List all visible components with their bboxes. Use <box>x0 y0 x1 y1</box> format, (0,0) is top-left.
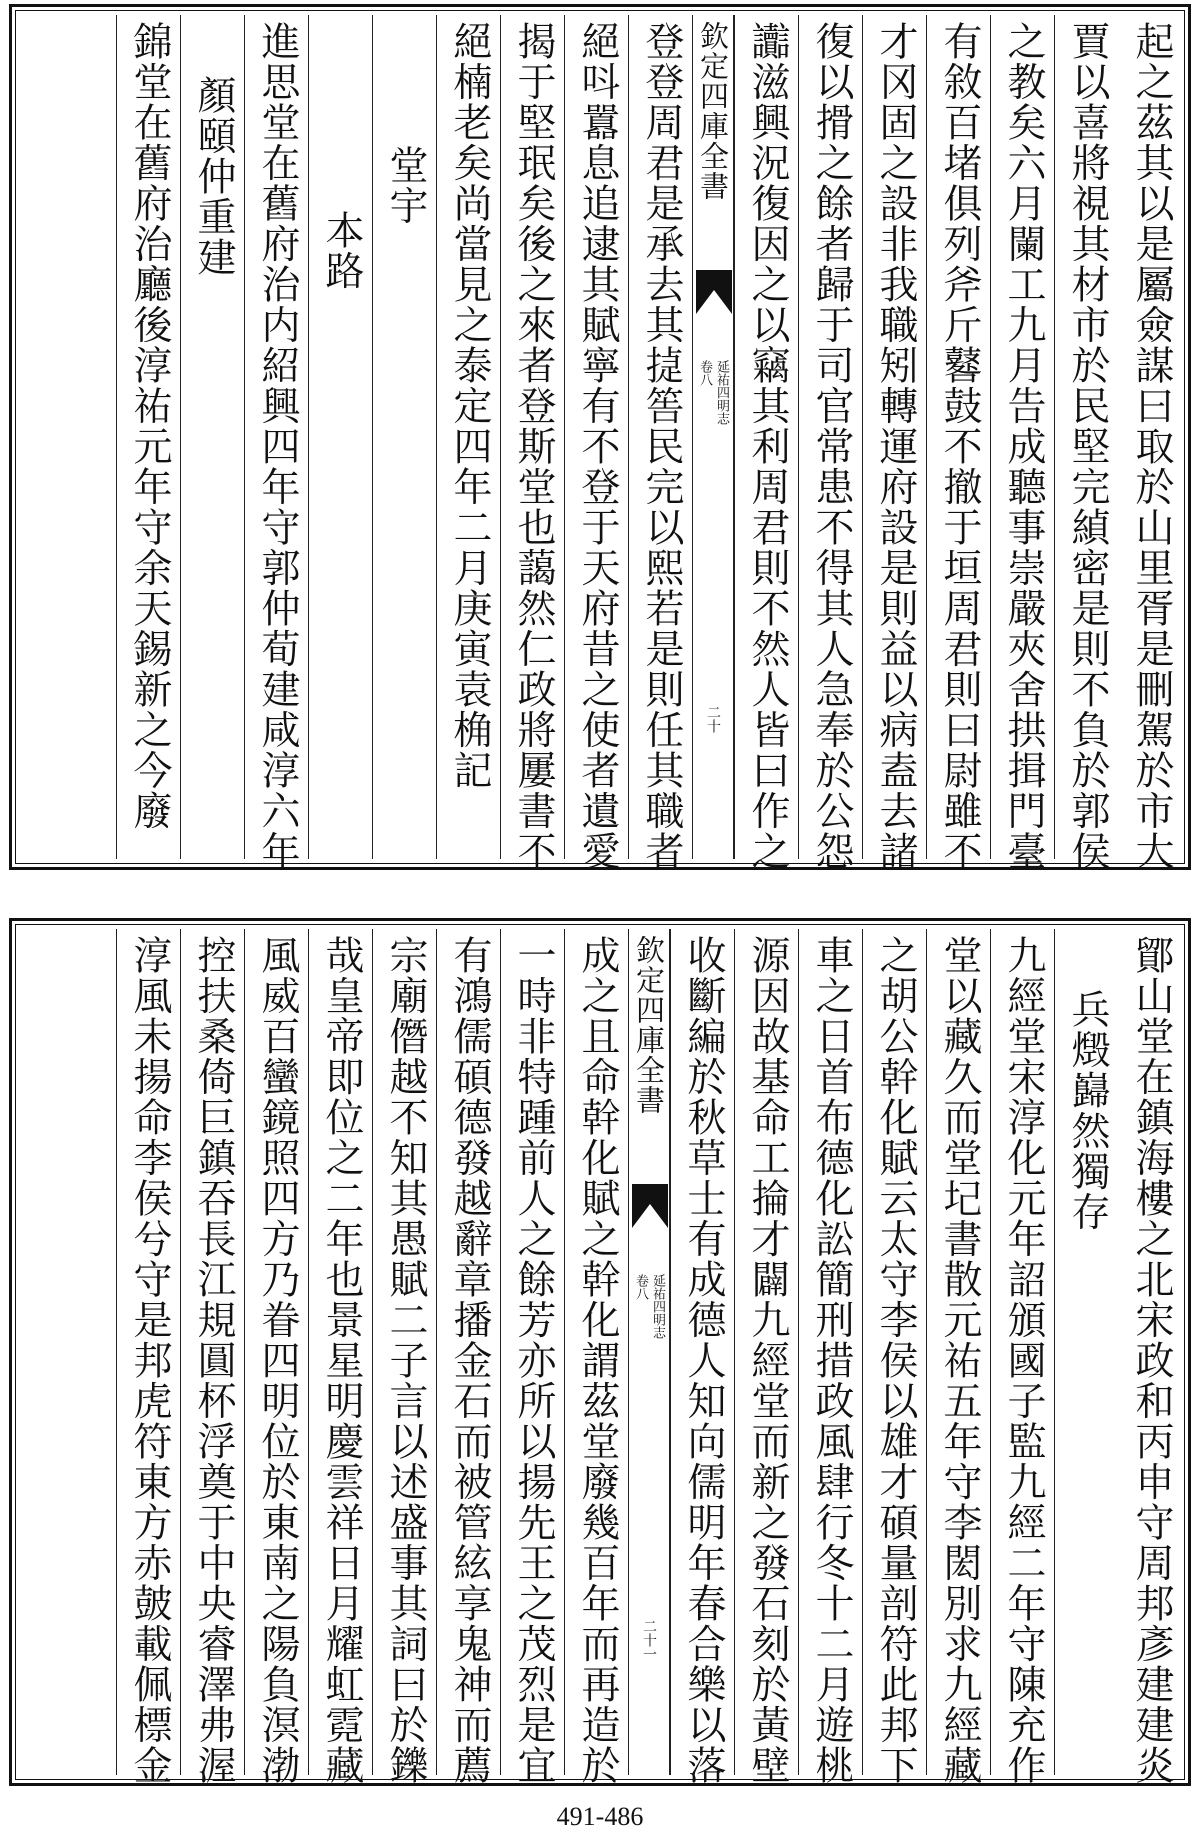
subsection-heading: 本路 <box>319 210 364 291</box>
text-column <box>436 929 500 1786</box>
column-text: 絕楠老矣尚當見之泰定四年二月庚寅袁桷記 <box>447 21 492 791</box>
text-column <box>734 15 798 872</box>
subsection-heading-column <box>308 15 372 859</box>
text-column <box>628 15 692 872</box>
column-text: 堂以藏久而堂圮書散元祐五年守李閎別求九經藏 <box>937 935 982 1786</box>
fishtail-mark-icon <box>632 1184 668 1228</box>
section-heading: 堂宇 <box>383 145 428 226</box>
text-column <box>990 929 1054 1786</box>
column-text: 有鴻儒碩德發越辭章播金石而被管絃享鬼神而薦 <box>447 935 492 1786</box>
text-column <box>862 15 926 872</box>
text-column <box>798 15 862 872</box>
bottom-page <box>9 918 1191 1786</box>
text-column <box>1054 929 1118 1775</box>
text-column <box>862 929 926 1786</box>
column-text: 宗廟僭越不知其愚賦二子言以述盛事其詞曰於鑠 <box>383 935 428 1786</box>
column-text: 一時非特踵前人之餘芳亦所以揚先王之茂烈是宜 <box>511 935 556 1786</box>
text-column <box>500 15 564 872</box>
column-text: 之胡公幹化賦云太守李侯以雄才碩量剖符此邦下 <box>873 935 918 1786</box>
column-text: 收斷編於秋草士有成德人知向儒明年春合樂以落 <box>681 935 726 1786</box>
column-text: 兵燬巋然獨存 <box>1065 989 1110 1232</box>
column-text: 車之日首布德化訟簡刑措政風肆行冬十二月遊桃 <box>809 935 854 1786</box>
column-text: 復以搰之餘者歸于司官常患不得其人急奉於公怨 <box>809 21 854 872</box>
folio-number: 二十 <box>705 705 721 733</box>
column-text: 之教矣六月闌工九月告成聽事崇嚴夾舍拱揖門臺 <box>1001 21 1046 872</box>
column-text: 哉皇帝即位之二年也景星明慶雲祥日月耀虹霓藏 <box>319 935 364 1786</box>
section-heading-column <box>372 15 436 859</box>
text-column <box>244 15 308 872</box>
column-text: 賈以喜將視其材市於民堅完緽密是則不負於郭侯 <box>1065 21 1110 872</box>
book-title: 欽定四庫全書 <box>632 935 666 1115</box>
text-column <box>1054 15 1118 872</box>
folio-number: 二十一 <box>641 1619 657 1661</box>
column-text: 進思堂在舊府治内紹興四年守郭仲荀建咸淳六年 <box>255 21 300 872</box>
top-page <box>9 4 1191 870</box>
column-text: 絕呌囂息追逮其賦寧有不登于天府昔之使者遺愛 <box>575 21 620 872</box>
column-text: 讟滋興況復因之以竊其利周君則不然人皆曰作之 <box>745 21 790 872</box>
column-text: 九經堂宋淳化元年詔頒國子監九經二年守陳充作 <box>1001 935 1046 1786</box>
volume-label: 卷八 <box>633 1274 648 1300</box>
column-text: 淳風未揚命李侯兮守是邦虎符東方赤皷載佩標金 <box>127 935 172 1786</box>
text-column <box>180 929 244 1786</box>
center-fold-strip <box>692 15 734 859</box>
text-column <box>372 929 436 1786</box>
column-text: 成之且命幹化賦之幹化謂茲堂廢幾百年而再造於 <box>575 935 620 1786</box>
column-text: 起之茲其以是屬僉謀曰取於山里胥是刪駕於市大 <box>1129 21 1174 872</box>
text-column <box>564 15 628 872</box>
column-text: 鄮山堂在鎮海樓之北宋政和丙申守周邦彥建建炎 <box>1129 935 1174 1786</box>
column-text: 揭于堅珉矣後之來者登斯堂也藹然仁政將屢書不 <box>511 21 556 872</box>
column-text: 控扶桑倚巨鎮吞長江規圓杯浮奠于中央睿澤弗渥 <box>191 935 236 1786</box>
column-text: 源因故基命工掄才闢九經堂而新之發石刻於黃壁 <box>745 935 790 1786</box>
text-column <box>990 15 1054 872</box>
text-column <box>670 929 734 1786</box>
text-column <box>436 15 500 859</box>
text-column <box>798 929 862 1786</box>
page-number: 491-486 <box>556 1802 644 1831</box>
column-text: 登登周君是承去其㨗筶民完以熙若是則任其職者 <box>639 21 684 872</box>
column-text: 才冈固之設非我職矧轉運府設是則益以病盍去諸 <box>873 21 918 872</box>
text-column <box>180 15 244 859</box>
text-column <box>1118 15 1182 872</box>
book-title: 欽定四庫全書 <box>696 21 730 201</box>
column-text: 有敘百堵俱列斧斤鼛鼓不撤于垣周君則曰尉雖不 <box>937 21 982 872</box>
text-column <box>308 929 372 1786</box>
column-text: 風威百蠻鏡照四方乃眷四明位於東南之陽負溟渤 <box>255 935 300 1786</box>
text-column <box>926 929 990 1786</box>
text-column <box>734 929 798 1786</box>
text-column <box>564 929 628 1786</box>
text-column <box>116 15 180 859</box>
fishtail-mark-icon <box>696 270 732 314</box>
column-text: 錦堂在舊府治廳後淳祐元年守余天錫新之今廢 <box>127 21 172 831</box>
volume-label: 卷八 <box>697 360 712 386</box>
text-column <box>926 15 990 872</box>
book-subtitle: 延祐四明志 <box>714 360 729 425</box>
text-column <box>244 929 308 1786</box>
text-column <box>116 929 180 1786</box>
center-fold-strip <box>628 929 670 1775</box>
book-subtitle: 延祐四明志 <box>650 1274 665 1339</box>
text-column <box>500 929 564 1786</box>
column-text: 顏頤仲重建 <box>191 75 236 278</box>
text-column <box>1118 929 1182 1786</box>
